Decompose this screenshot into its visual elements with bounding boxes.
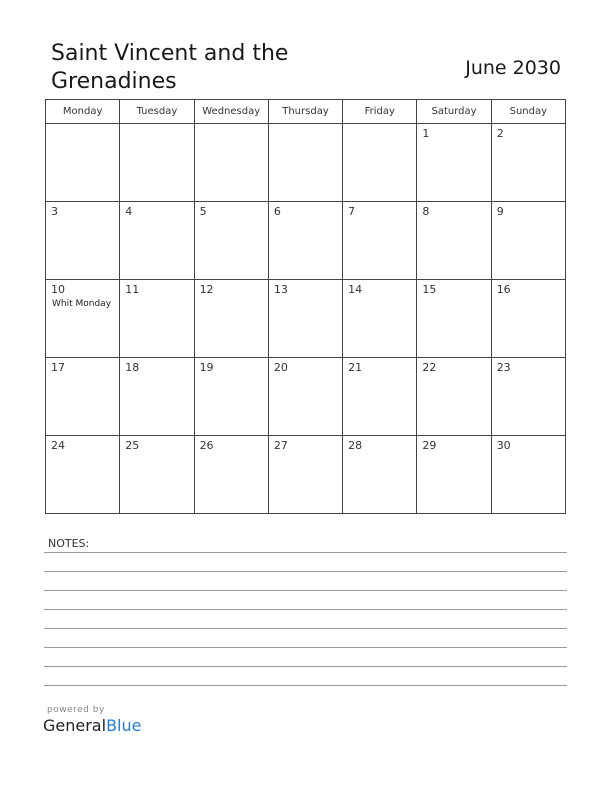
day-cell xyxy=(194,436,268,514)
day-number: 28 xyxy=(348,439,363,452)
day-cell xyxy=(120,280,194,358)
day-number: 18 xyxy=(125,361,140,374)
weekday-header: Friday xyxy=(343,100,417,124)
notes-line xyxy=(44,666,567,667)
day-cell xyxy=(417,280,491,358)
day-cell xyxy=(268,436,342,514)
day-number: 30 xyxy=(496,439,511,452)
brand-blue: Blue xyxy=(106,716,142,735)
week-row xyxy=(46,280,566,358)
calendar-title xyxy=(51,40,351,96)
week-row xyxy=(46,358,566,436)
weekday-header: Wednesday xyxy=(194,100,268,124)
month-label: June 2030 xyxy=(465,57,561,79)
day-cell xyxy=(343,124,417,202)
weekday-header: Sunday xyxy=(491,100,565,124)
day-cell xyxy=(120,358,194,436)
day-cell xyxy=(417,202,491,280)
day-number: 14 xyxy=(348,283,363,296)
day-number: 24 xyxy=(51,439,65,452)
notes-line xyxy=(44,628,567,629)
week-row xyxy=(46,436,566,514)
brand-general: General xyxy=(43,716,107,735)
day-number: 16 xyxy=(496,283,511,296)
day-number: 6 xyxy=(273,205,281,218)
powered-by-text: powered by xyxy=(47,705,105,715)
day-cell xyxy=(120,202,194,280)
day-number: 5 xyxy=(199,205,207,218)
calendar-grid xyxy=(45,99,566,514)
day-cell xyxy=(194,202,268,280)
holiday-label: Whit Monday xyxy=(52,299,112,309)
day-cell xyxy=(46,280,120,358)
notes-label: NOTES: xyxy=(48,537,90,550)
day-number: 21 xyxy=(348,361,363,374)
day-number: 4 xyxy=(125,205,133,218)
day-cell xyxy=(491,124,565,202)
day-cell xyxy=(491,202,565,280)
notes-line xyxy=(44,609,567,610)
weekday-header: Monday xyxy=(46,100,120,124)
day-cell xyxy=(343,436,417,514)
day-cell xyxy=(120,124,194,202)
week-row xyxy=(46,124,566,202)
notes-line xyxy=(44,590,567,591)
day-number: 12 xyxy=(199,283,214,296)
day-cell xyxy=(491,358,565,436)
generalblue-logo xyxy=(43,716,141,736)
day-cell xyxy=(343,202,417,280)
day-number: 3 xyxy=(51,205,58,218)
weekday-header: Saturday xyxy=(417,100,491,124)
day-cell xyxy=(491,280,565,358)
day-number: 23 xyxy=(496,361,511,374)
day-cell xyxy=(268,280,342,358)
title-line-2: Grenadines xyxy=(51,69,177,94)
day-cell xyxy=(46,202,120,280)
day-number: 25 xyxy=(125,439,140,452)
day-cell xyxy=(417,358,491,436)
day-number: 9 xyxy=(496,205,504,218)
notes-line xyxy=(44,685,567,686)
day-number: 26 xyxy=(199,439,214,452)
day-number: 15 xyxy=(422,283,437,296)
day-number: 29 xyxy=(422,439,437,452)
day-number: 8 xyxy=(422,205,430,218)
day-number: 19 xyxy=(199,361,214,374)
day-cell xyxy=(194,124,268,202)
day-cell xyxy=(417,436,491,514)
day-cell xyxy=(491,436,565,514)
notes-line xyxy=(44,552,567,553)
day-number: 20 xyxy=(273,361,288,374)
day-cell xyxy=(46,124,120,202)
day-cell xyxy=(46,358,120,436)
weekday-header: Tuesday xyxy=(120,100,194,124)
day-cell xyxy=(268,124,342,202)
day-number: 22 xyxy=(422,361,437,374)
day-number: 10 xyxy=(51,283,65,296)
day-number: 13 xyxy=(273,283,288,296)
day-cell xyxy=(194,280,268,358)
day-cell xyxy=(268,358,342,436)
week-row xyxy=(46,202,566,280)
weekday-header: Thursday xyxy=(268,100,342,124)
day-number: 7 xyxy=(348,205,356,218)
day-number: 11 xyxy=(125,283,140,296)
day-cell xyxy=(46,436,120,514)
notes-line xyxy=(44,647,567,648)
day-number: 1 xyxy=(422,127,430,140)
day-number: 27 xyxy=(273,439,288,452)
notes-line xyxy=(44,571,567,572)
weekday-header-row xyxy=(46,100,566,124)
day-number: 2 xyxy=(496,127,504,140)
day-cell xyxy=(417,124,491,202)
day-cell xyxy=(120,436,194,514)
day-cell xyxy=(194,358,268,436)
day-number: 17 xyxy=(51,361,65,374)
day-cell xyxy=(343,280,417,358)
day-cell xyxy=(343,358,417,436)
title-line-1: Saint Vincent and the xyxy=(51,41,289,66)
day-cell xyxy=(268,202,342,280)
